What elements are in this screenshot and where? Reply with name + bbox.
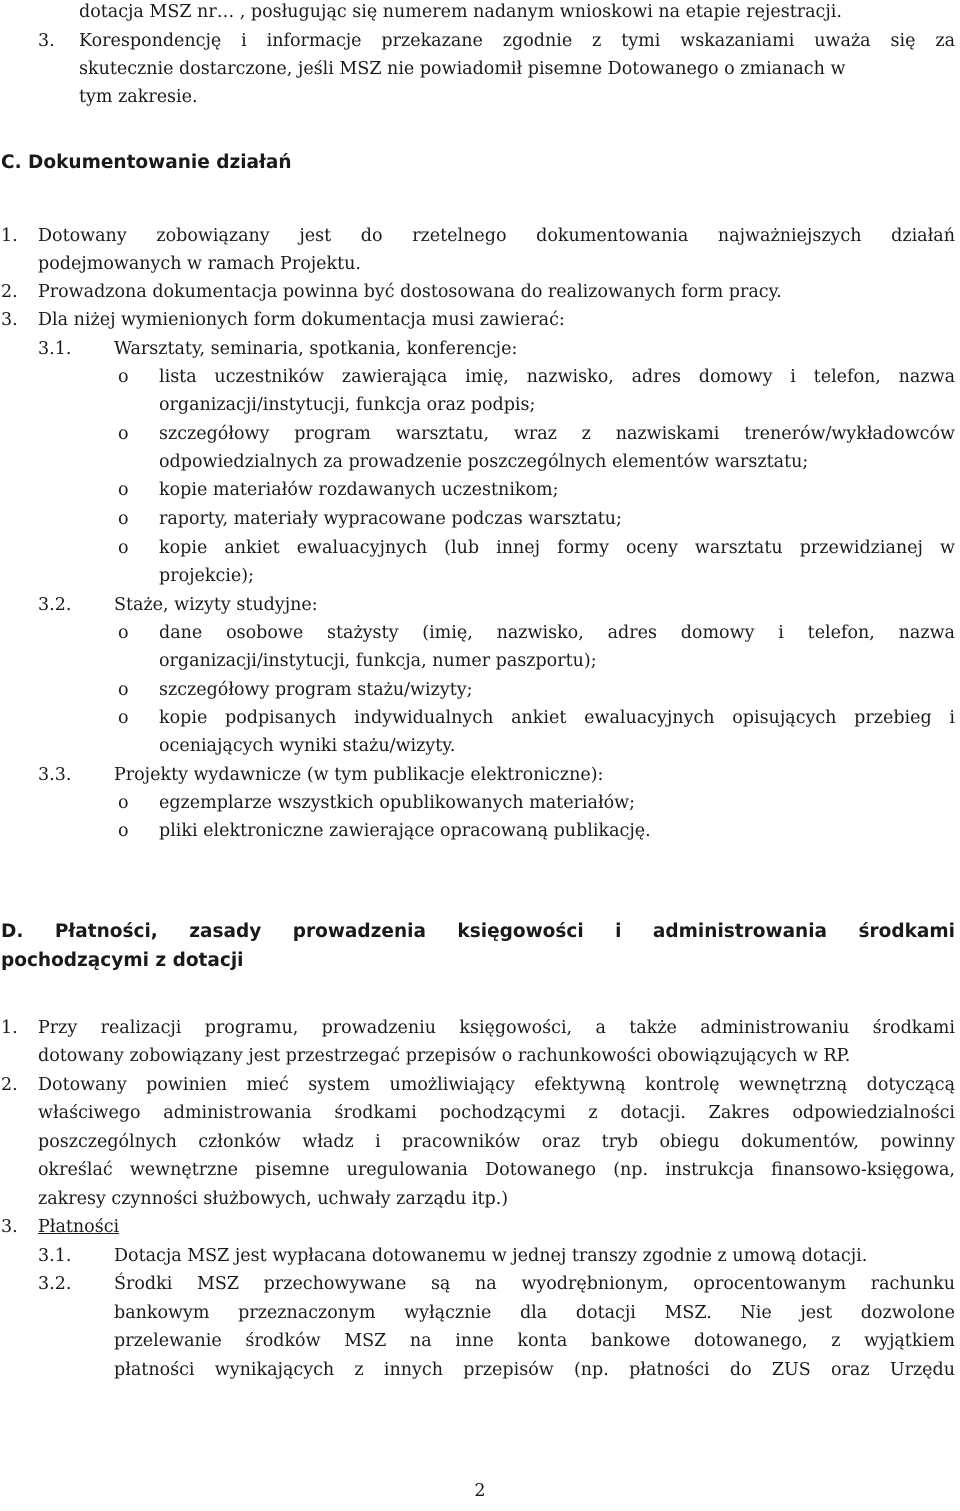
section-heading-d: D. Płatności, zasady prowadzenia księgowości i administrowania środkami [1,921,955,942]
paragraph-line: Dotacja MSZ jest wypłacana dotowanemu w jednej transzy zgodnie z umową dotacji. [114,1246,868,1266]
bullet-line: kopie materiałów rozdawanych uczestnikom; [159,480,559,500]
paragraph-line: Dotowany powinien mieć system umożliwiający efektywną kontrolę wewnętrzną dotyczącą [38,1075,955,1095]
paragraph-line: tym zakresie. [79,87,198,107]
paragraph-line: Dotowany zobowiązany jest do rzetelnego dokumentowania najważniejszych działań [38,226,955,246]
bullet-mark: o [118,680,129,700]
paragraph-line: zakresy czynności służbowych, uchwały zarządu itp.) [38,1189,509,1209]
paragraph-line: Przy realizacji programu, prowadzeniu księgowości, a także administrowaniu środkami [38,1018,955,1038]
list-number: 2. [1,282,18,302]
paragraph-line: płatności wynikających z innych przepisów (np. płatności do ZUS oraz Urzędu [114,1360,955,1380]
bullet-mark: o [118,623,129,643]
paragraph-line: podejmowanych w ramach Projektu. [38,254,361,274]
bullet-line: dane osobowe stażysty (imię, nazwisko, adres domowy i telefon, nazwa [159,623,955,643]
paragraph-line: poszczególnych członków władz i pracowników oraz tryb obiegu dokumentów, powinny [38,1132,955,1152]
page-number: 2 [474,1481,486,1501]
list-number: 3. [1,1217,18,1237]
bullet-line: kopie podpisanych indywidualnych ankiet ewaluacyjnych opisujących przebieg i [159,708,955,728]
sublist-title: Projekty wydawnicze (w tym publikacje elektroniczne): [114,765,604,785]
paragraph-line: Dla niżej wymienionych form dokumentacja musi zawierać: [38,310,565,330]
bullet-mark: o [118,538,129,558]
paragraph-line: bankowym przeznaczonym wyłącznie dla dotacji MSZ. Nie jest dozwolone [114,1303,955,1323]
list-number: 1. [1,1018,18,1038]
paragraph-line: Korespondencję i informacje przekazane zgodnie z tymi wskazaniami uważa się za [79,31,955,51]
bullet-line: szczegółowy program stażu/wizyty; [159,680,473,700]
sublist-number: 3.1. [38,1246,72,1266]
bullet-line: organizacji/instytucji, funkcja oraz podpis; [159,395,536,415]
paragraph-line: właściwego administrowania środkami pochodzącymi z dotacji. Zakres odpowiedzialności [38,1103,955,1123]
bullet-mark: o [118,424,129,444]
sublist-title: Warsztaty, seminaria, spotkania, konferencje: [114,339,518,359]
bullet-line: projekcie); [159,566,254,586]
list-number: 2. [1,1075,18,1095]
bullet-line: oceniających wyniki stażu/wizyty. [159,736,456,756]
bullet-mark: o [118,821,129,841]
bullet-mark: o [118,367,129,387]
bullet-mark: o [118,480,129,500]
paragraph-line: Środki MSZ przechowywane są na wyodrębnionym, oprocentowanym rachunku [114,1274,955,1294]
bullet-line: lista uczestników zawierająca imię, nazwisko, adres domowy i telefon, nazwa [159,367,955,387]
list-number: 3. [38,31,55,51]
bullet-line: egzemplarze wszystkich opublikowanych materiałów; [159,793,636,813]
paragraph-line: skutecznie dostarczone, jeśli MSZ nie powiadomił pisemne Dotowanego o zmianach w [79,59,846,79]
list-number: 3. [1,310,18,330]
paragraph-line: określać wewnętrzne pisemne uregulowania Dotowanego (np. instrukcja finansowo-księgowa, [38,1160,955,1180]
list-number: 1. [1,226,18,246]
bullet-line: pliki elektroniczne zawierające opracowaną publikację. [159,821,651,841]
bullet-mark: o [118,509,129,529]
sublist-number: 3.2. [38,595,72,615]
paragraph-line: dotowany zobowiązany jest przestrzegać przepisów o rachunkowości obowiązujących w RP. [38,1046,851,1066]
bullet-line: szczegółowy program warsztatu, wraz z nazwiskami trenerów/wykładowców [159,424,955,444]
paragraph-line: przelewanie środków MSZ na inne konta bankowe dotowanego, z wyjątkiem [114,1331,955,1351]
bullet-mark: o [118,793,129,813]
bullet-line: kopie ankiet ewaluacyjnych (lub innej formy oceny warsztatu przewidzianej w [159,538,955,558]
bullet-line: raporty, materiały wypracowane podczas warsztatu; [159,509,622,529]
paragraph-line: Prowadzona dokumentacja powinna być dostosowana do realizowanych form pracy. [38,282,782,302]
subsection-title-platnosci: Płatności [38,1217,120,1237]
sublist-title: Staże, wizyty studyjne: [114,595,318,615]
bullet-line: organizacji/instytucji, funkcja, numer paszportu); [159,651,597,671]
sublist-number: 3.3. [38,765,72,785]
sublist-number: 3.1. [38,339,72,359]
sublist-number: 3.2. [38,1274,72,1294]
bullet-mark: o [118,708,129,728]
section-heading-d-cont: pochodzącymi z dotacji [1,950,244,971]
bullet-line: odpowiedzialnych za prowadzenie poszczególnych elementów warsztatu; [159,452,809,472]
section-heading-c: C. Dokumentowanie działań [1,152,292,173]
intro-line: dotacja MSZ nr… , posługując się numerem nadanym wnioskowi na etapie rejestracji. [79,2,842,22]
